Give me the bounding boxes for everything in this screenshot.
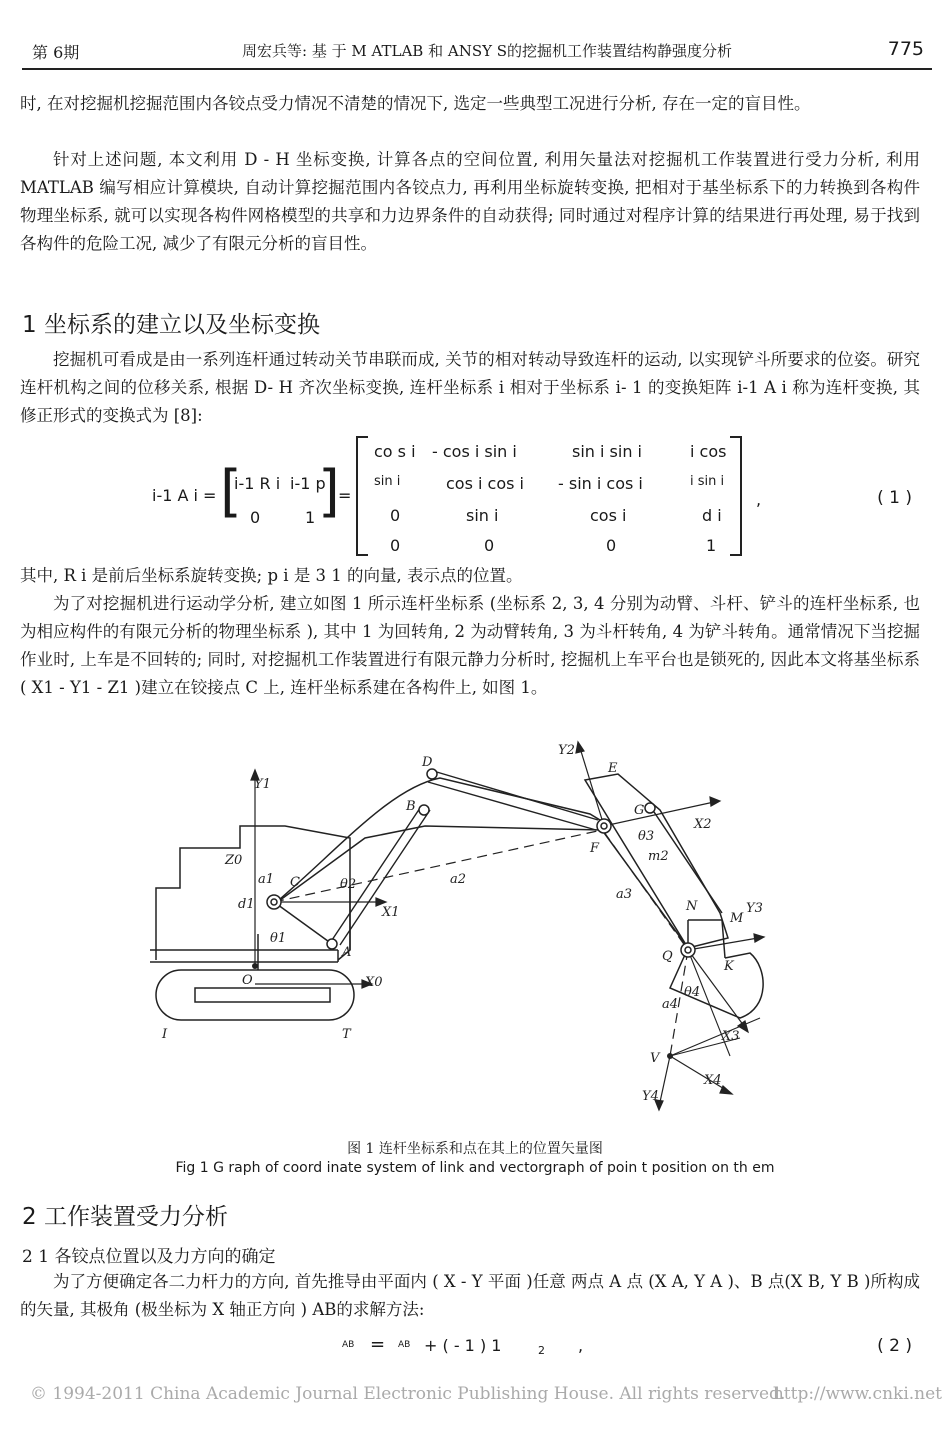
page-number: 775 <box>887 38 924 60</box>
label-a2: a2 <box>450 872 467 887</box>
eq1-cell-r3c3: 1 <box>706 536 717 555</box>
equation-1 <box>0 436 950 556</box>
label-X3: X3 <box>722 1029 740 1044</box>
intro-paragraph-2: 针对上述问题, 本文利用 D - H 坐标变换, 计算各点的空间位置, 利用矢量法对挖掘机工作装置进行受力分析, 利用 MATLAB 编写相应计算模块, 自动计算挖掘范围内各铰点力, 再利用坐标旋转变换, 把相对于基坐标系下的力转换到各构件物理坐标系, 就可以实现各构件网格模型的共享和力边界条件的自动获得; 同时通过对程序计算的结果进行再处理, 易于找到各构件的危险工况, 减少了有限元分析的盲目性。 <box>20 150 920 253</box>
eq1-matrix-left-bracket <box>356 436 368 556</box>
eq2-equals: = <box>370 1334 386 1355</box>
eq2-half: 2 <box>538 1344 545 1357</box>
running-title: 周宏兵等: 基 于 M ATLAB 和 ANSY S的挖掘机工作装置结构静强度分析 <box>242 42 733 60</box>
footer-url: http://www.cnki.net <box>772 1384 942 1404</box>
label-a3: a3 <box>616 887 633 902</box>
label-Q: Q <box>662 949 673 964</box>
eq1-block-0: 0 <box>250 508 261 527</box>
section-2-paragraph-1: 为了方便确定各二力杆力的方向, 首先推导由平面内 ( X - Y 平面 )任意 两点 A 点 (X A, Y A )、B 点(X B, Y B )所构成的矢量, 其极角 (极坐标为 X 轴正方向 ) AB的求解方法: <box>20 1272 920 1319</box>
eq1-cell-r0c3: i cos <box>690 442 727 461</box>
eq1-lhs: i-1 A i = <box>152 486 217 505</box>
label-Y2: Y2 <box>558 743 575 758</box>
eq1-cell-r2c0: 0 <box>390 506 401 525</box>
eq2-number: ( 2 ) <box>877 1336 912 1356</box>
figure-1-caption-en: Fig 1 G raph of coord inate system of link and vectorgraph of poin t position on th em <box>175 1160 775 1176</box>
eq1-cell-r0c1: - cos i sin i <box>432 442 517 461</box>
label-Y4: Y4 <box>642 1089 659 1104</box>
label-Y3: Y3 <box>746 901 763 916</box>
eq1-cell-r3c2: 0 <box>606 536 617 555</box>
label-theta1: θ1 <box>270 931 287 946</box>
eq1-cell-r1c2: - sin i cos i <box>558 474 643 493</box>
label-F: F <box>590 841 600 856</box>
eq1-block-R: i-1 R i <box>234 474 281 493</box>
label-K: K <box>724 959 734 974</box>
label-d1: d1 <box>238 897 255 912</box>
label-Z0: Z0 <box>225 853 243 868</box>
label-N: N <box>686 899 698 914</box>
label-A: A <box>342 945 352 960</box>
eq1-cell-r2c2: cos i <box>590 506 627 525</box>
figure-1-caption-cn: 图 1 连杆坐标系和点在其上的位置矢量图 <box>347 1141 603 1157</box>
eq1-trailing-comma: , <box>756 490 762 509</box>
label-theta3: θ3 <box>638 829 655 844</box>
eq2-lhs: AB <box>342 1340 355 1350</box>
label-X4: X4 <box>704 1073 722 1088</box>
eq1-number: ( 1 ) <box>877 488 912 508</box>
bucket-outline <box>670 948 763 1018</box>
intro-paragraph-1: 时, 在对挖掘机挖掘范围内各铰点受力情况不清楚的情况下, 选定一些典型工况进行分析, 存在一定的盲目性。 <box>20 94 811 113</box>
eq2-trailing-comma: , <box>578 1336 584 1355</box>
label-I: I <box>162 1027 168 1042</box>
subsection-2-1-heading: 2 1 各铰点位置以及力方向的确定 <box>22 1247 276 1267</box>
eq1-cell-r1c0: sin i <box>374 474 401 489</box>
eq2-term1: AB <box>398 1340 411 1350</box>
eq1-right-bracket: ] <box>318 459 340 524</box>
upper-body <box>156 826 350 960</box>
eq1-cell-r2c1: sin i <box>466 506 499 525</box>
label-C: C <box>290 875 300 890</box>
section-1-paragraph-3: 为了对挖掘机进行运动学分析, 建立如图 1 所示连杆坐标系 (坐标系 2, 3, 4 分别为动臂、斗杆、铲斗的连杆坐标系, 也为相应构件的有限元分析的物理坐标系 ), 其中 1 为回转角, 2 为动臂转角, 3 为斗杆转角, 4 为铲斗转角。通常情况下当挖掘作业时, 上车是不回转的; 同时, 对挖掘机工作装置进行有限元静力分析时, 挖掘机上车平台也是锁死的, 因此本文将基坐标系 ( X1 - Y1 - Z1 )建立在铰接点 C 上, 连杆坐标系建在各构件上, 如图 1。 <box>20 594 920 697</box>
label-theta4: θ4 <box>684 985 701 1000</box>
track-outline <box>156 970 354 1020</box>
label-theta2: θ2 <box>340 877 357 892</box>
section-1-paragraph-1: 挖掘机可看成是由一系列连杆通过转动关节串联而成, 关节的相对转动导致连杆的运动, 以实现铲斗所要求的位姿。研究连杆机构之间的位移关系, 根据 D- H 齐次坐标变换, 连杆坐标系 i 相对于坐标系 i- 1 的变换矩阵 i-1 A i 称为连杆变换, 其修正形式的变换式为 [8]: <box>20 350 920 425</box>
eq1-cell-r1c3: i sin i <box>690 474 725 489</box>
figure-1-diagram <box>140 738 820 1130</box>
label-M: M <box>730 911 744 926</box>
boom-outline <box>272 778 605 906</box>
label-B: B <box>406 799 416 814</box>
section-1-heading: 1 坐标系的建立以及坐标变换 <box>22 312 320 338</box>
label-V: V <box>650 1051 660 1066</box>
equation-2 <box>0 1334 950 1364</box>
label-X1: X1 <box>382 905 400 920</box>
issue-label: 第 6期 <box>32 43 80 62</box>
label-m2: m2 <box>648 849 669 864</box>
eq1-cell-r2c3: d i <box>702 506 722 525</box>
eq1-cell-r3c0: 0 <box>390 536 401 555</box>
section-1-paragraph-2: 其中, R i 是前后坐标系旋转变换; p i 是 3 1 的向量, 表示点的位置。 <box>20 566 523 585</box>
label-a1: a1 <box>258 872 275 887</box>
section-2-heading: 2 工作装置受力分析 <box>22 1204 228 1230</box>
label-T: T <box>342 1027 351 1042</box>
eq1-cell-r1c1: cos i cos i <box>446 474 524 493</box>
label-X2: X2 <box>694 817 712 832</box>
eq1-cell-r0c0: co s i <box>374 442 416 461</box>
copyright-footer: © 1994-2011 China Academic Journal Electronic Publishing House. All rights reserved. <box>30 1384 786 1404</box>
eq1-cell-r3c1: 0 <box>484 536 495 555</box>
label-Y1: Y1 <box>254 777 271 792</box>
label-D: D <box>422 755 433 770</box>
label-O: O <box>242 973 253 988</box>
label-X0: X0 <box>365 975 383 990</box>
label-E: E <box>608 761 618 776</box>
eq1-left-bracket: [ <box>220 459 242 524</box>
label-a4: a4 <box>662 997 679 1012</box>
eq1-block-1: 1 <box>305 508 316 527</box>
page-header <box>22 38 932 70</box>
label-G: G <box>634 803 645 818</box>
eq1-matrix-right-bracket <box>730 436 742 556</box>
eq1-cell-r0c2: sin i sin i <box>572 442 642 461</box>
eq2-rest: + ( - 1 ) 1 <box>424 1336 502 1355</box>
eq1-equals: = <box>338 486 352 505</box>
track-inner <box>195 988 330 1002</box>
eq1-block-p: i-1 p <box>290 474 326 493</box>
